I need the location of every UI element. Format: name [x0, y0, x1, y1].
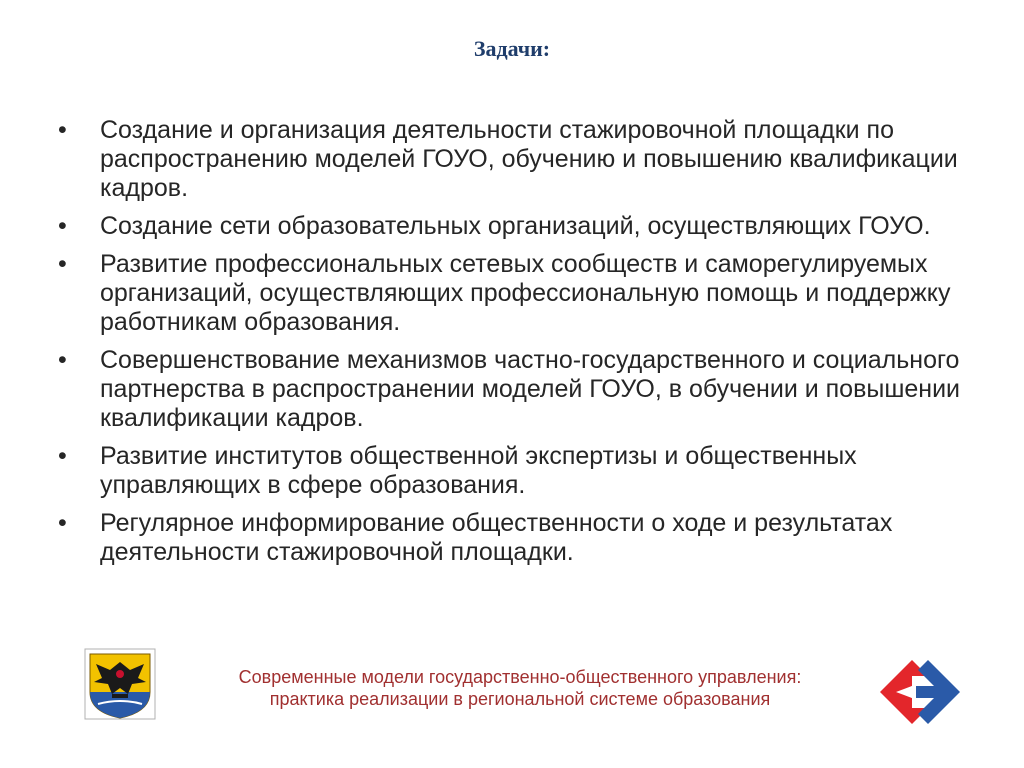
list-item-text: Регулярное информирование общественности о ходе и результатах деятельности стажировочной площадки. [100, 509, 893, 566]
bullet-icon: • [58, 442, 67, 470]
list-item [58, 116, 978, 203]
list-item-text: Создание и организация деятельности стажировочной площадки по распространению моделей ГОУО, обучению и повышению квалификации кадров. [100, 116, 958, 202]
list-item [58, 250, 978, 337]
bullet-icon: • [58, 509, 67, 537]
list-item [58, 509, 978, 567]
bullet-icon: • [58, 212, 67, 240]
bullet-icon: • [58, 346, 67, 374]
footer-line-1: Современные модели государственно-общественного управления: [238, 667, 802, 687]
bullet-icon: • [58, 116, 67, 144]
diamond-arrows-logo-icon [872, 652, 968, 732]
slide-title: Задачи: [473, 36, 551, 61]
list-item-text: Совершенствование механизмов частно-государственного и социального партнерства в распространении моделей ГОУО, в обучении и повышении квалификации кадров. [100, 346, 961, 432]
list-item-text: Создание сети образовательных организаций, осуществляющих ГОУО. [100, 212, 931, 240]
bullet-icon: • [58, 250, 67, 278]
list-item-text: Развитие институтов общественной экспертизы и общественных управляющих в сфере образования. [100, 442, 857, 499]
list-item [58, 212, 978, 241]
footer-line-2: практика реализации в региональной системе образования [269, 689, 771, 709]
task-list [58, 116, 978, 576]
list-item-text: Развитие профессиональных сетевых сообществ и саморегулируемых организаций, осуществляющих профессиональную помощь и поддержку работникам образования. [100, 250, 951, 336]
regional-coat-of-arms-icon [84, 648, 156, 720]
list-item [58, 346, 978, 433]
footer-caption [180, 666, 860, 710]
list-item [58, 442, 978, 500]
